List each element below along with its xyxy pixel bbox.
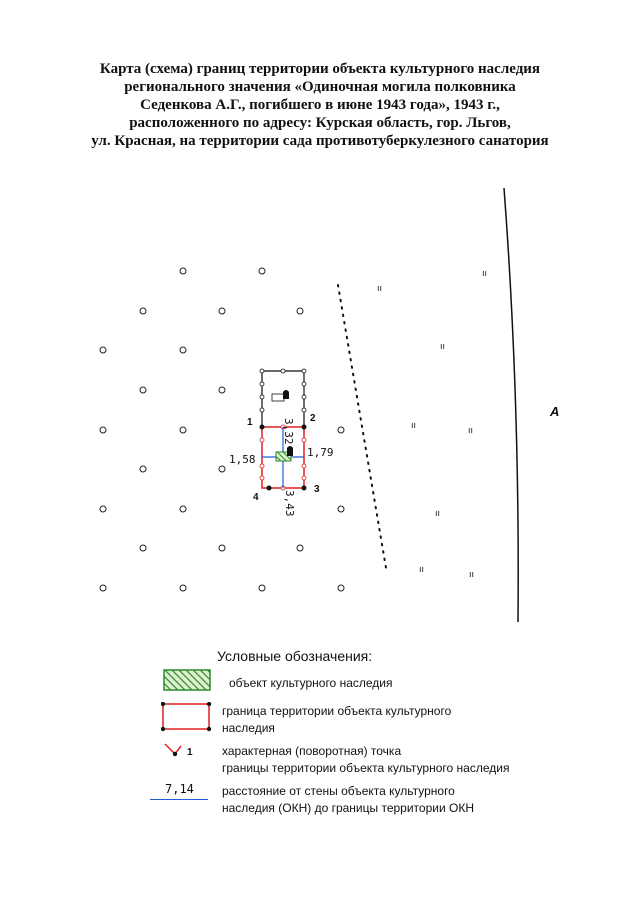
svg-text:ıı: ıı (469, 569, 475, 579)
svg-text:ıı: ıı (435, 508, 441, 518)
distance-label-left: 1,58 (229, 453, 256, 466)
road-edge (504, 188, 518, 622)
heritage-object (276, 446, 293, 461)
title-line-5: ул. Красная, на территории сада противотуберкулезного санатория (91, 133, 549, 149)
svg-text:ıı: ıı (440, 341, 446, 351)
point-label-2: 2 (310, 413, 316, 424)
tree-markers (100, 268, 344, 591)
legend-distance-line-2: наследия (ОКН) до границы территории ОКН (222, 801, 474, 815)
distance-label-right: 1,79 (307, 446, 334, 459)
legend-boundary-swatch (161, 702, 213, 732)
distance-label-top: 3,32 (282, 418, 295, 445)
legend-point-symbol (163, 740, 203, 760)
legend-distance-line (150, 799, 208, 800)
legend-object-label: объект культурного наследия (229, 676, 393, 690)
title-line-3: Седенкова А.Г., погибшего в июне 1943 года», 1943 г., (140, 97, 500, 113)
title-line-4: расположенного по адресу: Курская область, гор. Льгов, (129, 115, 511, 131)
legend-distance-label (222, 783, 474, 817)
legend-boundary-line-2: наследия (222, 721, 275, 735)
point-label-4: 4 (253, 492, 259, 503)
legend-distance-sample: 7,14 (165, 782, 194, 796)
legend-boundary-label (222, 703, 451, 737)
title-line-1: Карта (схема) границ территории объекта культурного наследия (99, 61, 541, 77)
legend-point-line-2: границы территории объекта культурного наследия (222, 761, 510, 775)
point-label-3: 3 (314, 484, 320, 495)
svg-text:ıı: ıı (419, 564, 425, 574)
svg-text:ıı: ıı (468, 425, 474, 435)
grass-marks (377, 268, 487, 579)
legend-heading: Условные обозначения: (217, 648, 373, 664)
legend-point-label (222, 743, 509, 777)
legend-point-line-1: характерная (поворотная) точка (222, 744, 402, 758)
svg-text:ıı: ıı (377, 283, 383, 293)
svg-text:ıı: ıı (411, 420, 417, 430)
dotted-path (338, 285, 386, 568)
legend-object-swatch (163, 669, 213, 693)
distance-label-bottom: 3,43 (283, 490, 296, 517)
legend-distance-line-1: расстояние от стены объекта культурного (222, 784, 455, 798)
title-line-2: регионального значения «Одиночная могила полковника (124, 79, 516, 95)
legend-boundary-line-1: граница территории объекта культурного (222, 704, 452, 718)
point-label-1: 1 (247, 417, 253, 428)
road-label: А (550, 404, 560, 419)
svg-text:ıı: ıı (482, 268, 488, 278)
legend-point-number: 1 (187, 747, 193, 758)
